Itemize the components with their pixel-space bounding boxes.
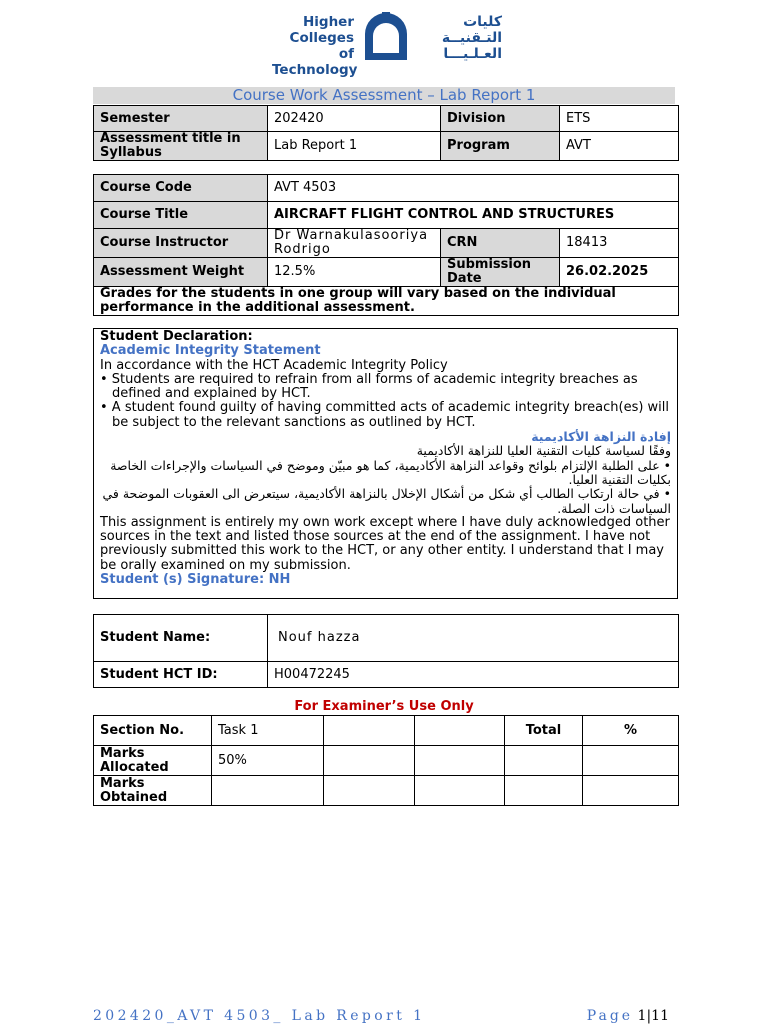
course-title-label: Course Title bbox=[94, 202, 268, 229]
empty-cell bbox=[583, 776, 679, 806]
integrity-bullet-2: • A student found guilty of having committed acts of academic integrity breach(es) will be subject to the relevant sanctions as outlined by HCT. bbox=[100, 400, 670, 430]
hct-logo bbox=[272, 12, 502, 78]
assessment-weight-label: Assessment Weight bbox=[94, 258, 268, 287]
examiner-title: For Examiner’s Use Only bbox=[294, 699, 474, 714]
page-word: Page bbox=[586, 1008, 634, 1024]
table-row bbox=[94, 716, 679, 746]
section-no-label: Section No. bbox=[94, 716, 212, 746]
integrity-title: Academic Integrity Statement bbox=[100, 343, 321, 359]
empty-cell bbox=[415, 716, 505, 746]
arabic-integrity-bullet-2: • في حالة ارتكاب الطالب أي شكل من أشكال الإخلال بالنزاهة الأكاديمية، سيتعرض الى العقوبات الموضحة في السياسات ذات الصلة. bbox=[102, 486, 671, 516]
hct-arch-icon bbox=[362, 12, 410, 62]
empty-cell bbox=[212, 776, 324, 806]
table-row bbox=[94, 202, 679, 229]
page-current: 1 bbox=[637, 1008, 647, 1024]
logo-line-1: Higher bbox=[302, 14, 354, 30]
logo-ar-line-3: العـلـيـــا bbox=[443, 46, 502, 62]
semester-table bbox=[93, 105, 679, 161]
arabic-integrity-intro: وفقًا لسياسة كليات التقنية العليا للنزاهة الأكاديمية bbox=[416, 443, 671, 459]
division-label: Division bbox=[441, 106, 560, 132]
empty-cell bbox=[415, 776, 505, 806]
course-code-value: AVT 4503 bbox=[268, 175, 679, 202]
document-title: Course Work Assessment – Lab Report 1 bbox=[93, 87, 675, 104]
assessment-title-value: Lab Report 1 bbox=[268, 132, 441, 161]
marks-allocated-value: 50% bbox=[212, 746, 324, 776]
empty-cell bbox=[324, 746, 415, 776]
student-name-value: Nouf hazza bbox=[268, 615, 679, 662]
table-row bbox=[94, 106, 679, 132]
arabic-integrity-title: إفادة النزاهة الأكاديمية bbox=[531, 429, 671, 445]
course-instructor-label: Course Instructor bbox=[94, 229, 268, 258]
student-id-value: H00472245 bbox=[268, 662, 679, 688]
footer-doc-reference: 202420_AVT 4503_ Lab Report 1 bbox=[93, 1008, 426, 1024]
program-label: Program bbox=[441, 132, 560, 161]
course-instructor-value: Dr Warnakulasooriya Rodrigo bbox=[268, 229, 441, 258]
table-row bbox=[94, 287, 679, 316]
logo-english-text bbox=[272, 14, 358, 78]
declaration-statement: This assignment is entirely my own work except where I have duly acknowledged other sources in the text and listed those sources at the end of the assignment. I have not previously submitted this work to the HCT, or any other entity. I understand that I may be orally examined on my submission. bbox=[100, 514, 670, 573]
course-title-value: AIRCRAFT FLIGHT CONTROL AND STRUCTURES bbox=[268, 202, 679, 229]
student-declaration-box bbox=[93, 328, 678, 599]
table-row bbox=[94, 258, 679, 287]
percent-label: % bbox=[583, 716, 679, 746]
student-name-label: Student Name: bbox=[94, 615, 268, 662]
empty-cell bbox=[324, 776, 415, 806]
task-1-label: Task 1 bbox=[212, 716, 324, 746]
grades-note: Grades for the students in one group will vary based on the individual performance in the additional assessment. bbox=[94, 287, 679, 316]
examiner-table bbox=[93, 715, 679, 806]
table-row bbox=[94, 746, 679, 776]
integrity-bullet-1: • Students are required to refrain from all forms of academic integrity breaches as defined and explained by HCT. bbox=[100, 371, 638, 402]
assessment-title-label: Assessment title in Syllabus bbox=[94, 132, 268, 161]
page-total: 11 bbox=[651, 1008, 669, 1024]
division-value: ETS bbox=[560, 106, 679, 132]
logo-ar-line-1: كليات bbox=[463, 14, 502, 30]
semester-value: 202420 bbox=[268, 106, 441, 132]
empty-cell bbox=[324, 716, 415, 746]
student-signature: Student (s) Signature: NH bbox=[100, 572, 291, 588]
student-id-label: Student HCT ID: bbox=[94, 662, 268, 688]
table-row bbox=[94, 776, 679, 806]
footer-page-number bbox=[587, 1008, 669, 1024]
table-row bbox=[94, 132, 679, 161]
table-row bbox=[94, 662, 679, 688]
marks-allocated-label: Marks Allocated bbox=[94, 746, 212, 776]
empty-cell bbox=[505, 746, 583, 776]
course-table bbox=[93, 174, 679, 316]
submission-date-label: Submission Date bbox=[441, 258, 560, 287]
logo-line-2: Colleges of bbox=[289, 30, 354, 62]
empty-cell bbox=[505, 776, 583, 806]
course-code-label: Course Code bbox=[94, 175, 268, 202]
declaration-heading: Student Declaration: bbox=[100, 329, 253, 344]
empty-cell bbox=[583, 746, 679, 776]
empty-cell bbox=[415, 746, 505, 776]
integrity-intro: In accordance with the HCT Academic Integrity Policy bbox=[100, 357, 448, 373]
student-table bbox=[93, 614, 679, 688]
semester-label: Semester bbox=[94, 106, 268, 132]
logo-arabic-text bbox=[418, 14, 502, 62]
crn-value: 18413 bbox=[560, 229, 679, 258]
arabic-integrity-bullet-1: • على الطلبة الإلتزام بلوائح وقواعد النزاهة الأكاديمية، كما هو مبيّن وموضح في السياسات والإجراءات الخاصة بكليات التقنية العليا. bbox=[110, 457, 671, 487]
logo-ar-line-2: التـقنيــة bbox=[441, 30, 502, 46]
submission-date-value: 26.02.2025 bbox=[560, 258, 679, 287]
table-row bbox=[94, 615, 679, 662]
marks-obtained-label: Marks Obtained bbox=[94, 776, 212, 806]
table-row bbox=[94, 229, 679, 258]
assessment-weight-value: 12.5% bbox=[268, 258, 441, 287]
crn-label: CRN bbox=[441, 229, 560, 258]
table-row bbox=[94, 175, 679, 202]
total-label: Total bbox=[505, 716, 583, 746]
page-separator: | bbox=[646, 1008, 652, 1024]
program-value: AVT bbox=[560, 132, 679, 161]
logo-line-3: Technology bbox=[272, 62, 358, 78]
